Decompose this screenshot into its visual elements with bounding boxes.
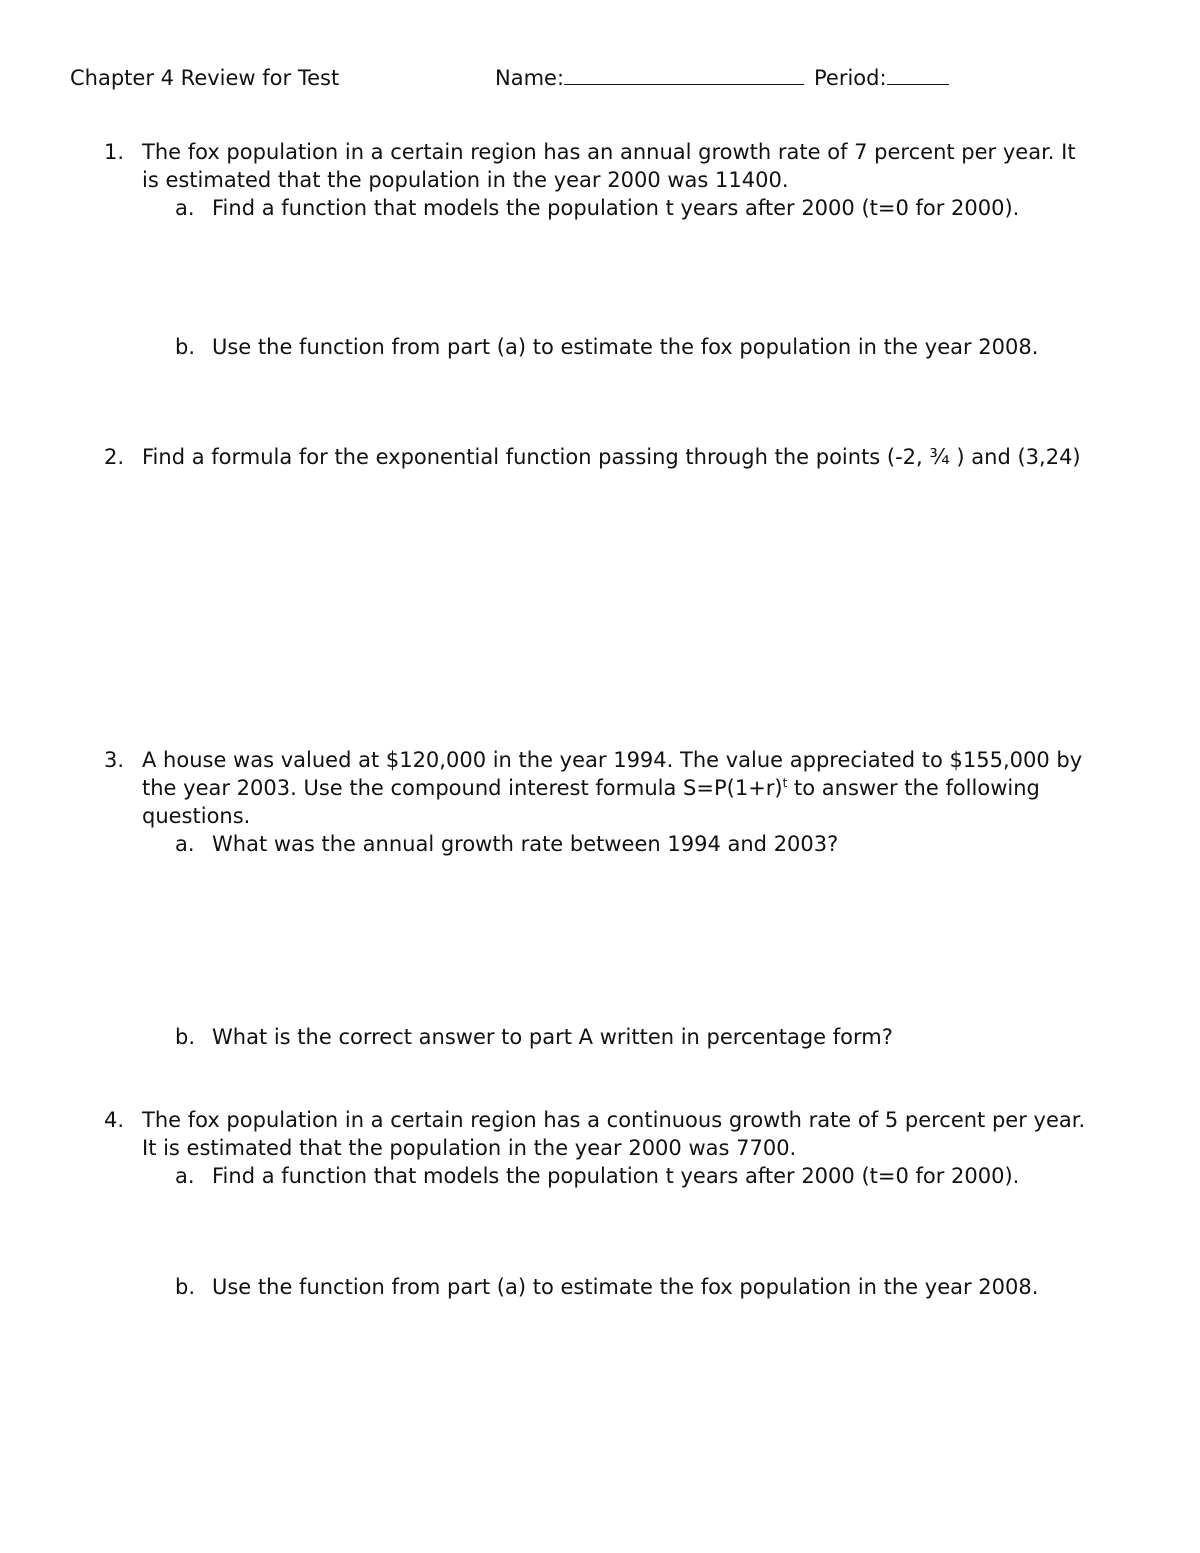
period-label: Period:	[814, 66, 887, 90]
question-4-part-a	[175, 1162, 1115, 1190]
part-text: Use the function from part (a) to estimate the fox population in the year 2008.	[212, 1275, 1039, 1299]
part-letter: a.	[175, 832, 195, 856]
name-blank-line	[564, 66, 804, 85]
question-3	[104, 746, 1104, 830]
part-text: What is the correct answer to part A written in percentage form?	[212, 1025, 893, 1049]
question-text-after: to answer the following questions.	[142, 776, 1040, 828]
question-text: The fox population in a certain region has a continuous growth rate of 5 percent per year. It is estimated that the population in the year 2000 was 7700.	[142, 1108, 1086, 1160]
part-letter: a.	[175, 1164, 195, 1188]
period-blank-line	[887, 66, 949, 85]
worksheet-header	[70, 66, 1130, 98]
part-text: Use the function from part (a) to estimate the fox population in the year 2008.	[212, 335, 1039, 359]
part-text: What was the annual growth rate between 1994 and 2003?	[212, 832, 839, 856]
question-text-before: A house was valued at $120,000 in the year 1994. The value appreciated to $155,000 by the year 2003. Use the compound interest formula S=P(1+r)	[142, 748, 1083, 800]
name-field	[495, 66, 804, 90]
question-number: 4.	[104, 1108, 125, 1132]
question-3-part-a	[175, 830, 1115, 858]
question-number: 3.	[104, 748, 125, 772]
question-4-part-b	[175, 1273, 1115, 1301]
page-title: Chapter 4 Review for Test	[70, 66, 340, 90]
question-1-part-b	[175, 333, 1115, 361]
part-text: Find a function that models the population t years after 2000 (t=0 for 2000).	[212, 196, 1020, 220]
part-letter: b.	[175, 1025, 196, 1049]
question-2	[104, 443, 1104, 499]
question-number: 1.	[104, 140, 125, 164]
question-text: The fox population in a certain region has an annual growth rate of 7 percent per year. It is estimated that the population in the year 2000 was 11400.	[142, 140, 1076, 192]
part-letter: b.	[175, 335, 196, 359]
name-label: Name:	[495, 66, 565, 90]
question-text: Find a formula for the exponential function passing through the points (-2, ¾ ) and (3,24)	[142, 445, 1081, 469]
question-3-part-b	[175, 1023, 1115, 1051]
exponent-t: t	[782, 776, 788, 790]
period-field	[814, 66, 949, 90]
part-text: Find a function that models the population t years after 2000 (t=0 for 2000).	[212, 1164, 1020, 1188]
part-letter: a.	[175, 196, 195, 220]
question-4	[104, 1106, 1104, 1162]
question-text	[142, 746, 1097, 830]
question-number: 2.	[104, 445, 125, 469]
question-1-part-a	[175, 194, 1115, 222]
question-1	[104, 138, 1104, 194]
part-letter: b.	[175, 1275, 196, 1299]
